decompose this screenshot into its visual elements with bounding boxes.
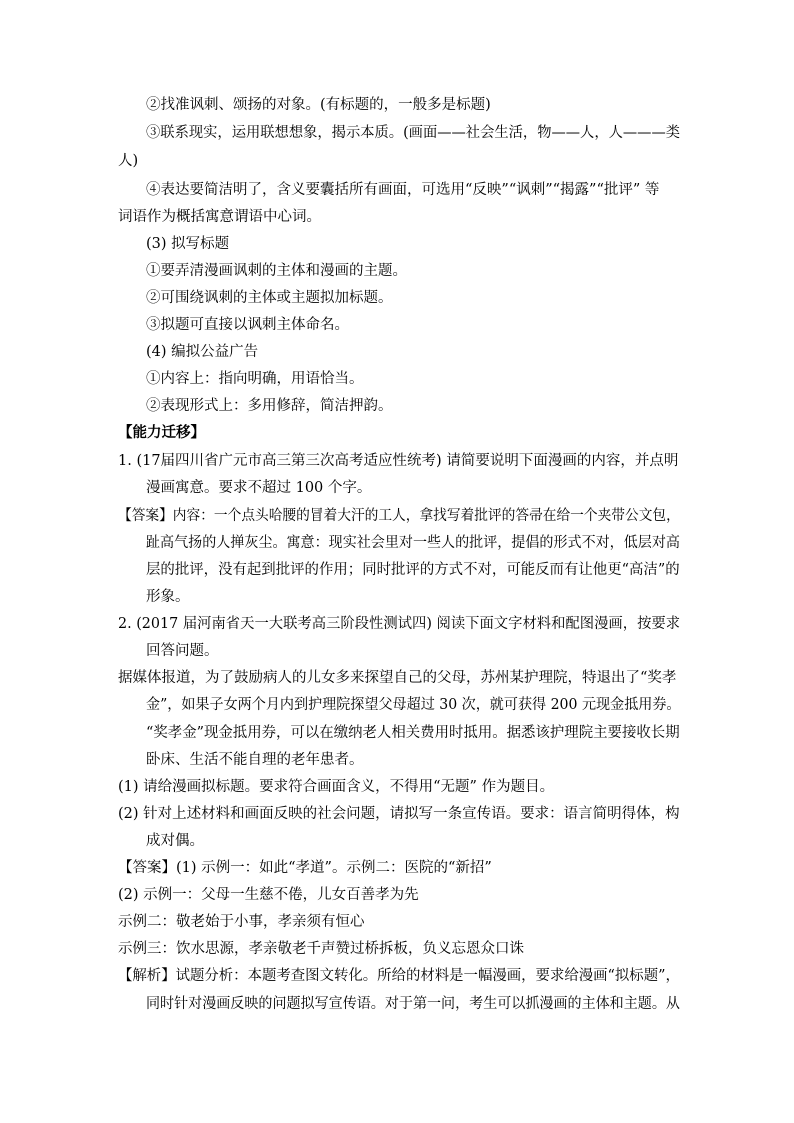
text-line: ③联系现实，运用联想想象，揭示本质。(画面——社会生活，物——人，人———类 xyxy=(146,125,681,141)
text-line: 漫画寓意。要求不超过 100 个字。 xyxy=(146,480,372,496)
section-heading: (3) 拟写标题 xyxy=(146,236,230,252)
answer-line: 【答案】(1) 示例一：如此“孝道”。示例二：医院的“新招” xyxy=(118,860,492,876)
text-line: 形象。 xyxy=(146,589,190,605)
text-line: 金”，如果子女两个月内到护理院探望父母超过 30 次，就可获得 200 元现金抵用券。 xyxy=(146,697,681,713)
text-line: 趾高气扬的人掸灰尘。寓意：现实社会里对一些人的批评，提倡的形式不对，低层对高 xyxy=(146,535,680,551)
text-line: ②可围绕讽刺的主体或主题拟加标题。 xyxy=(146,290,393,306)
text-line: 示例三：饮水思源，孝亲敬老千声赞过桥拆板，负义忘恩众口诛 xyxy=(118,941,524,957)
text-line: 回答问题。 xyxy=(146,643,219,659)
text-line: ①内容上：指向明确，用语恰当。 xyxy=(146,371,364,387)
text-line: “奖孝金”现金抵用券，可以在缴纳老人相关费用时抵用。据悉该护理院主要接收长期 xyxy=(146,725,680,741)
text-line: 层的批评，没有起到批评的作用；同时批评的方式不对，可能反而有让他更“高洁”的 xyxy=(146,562,680,578)
text-line: ②找准讽刺、颂扬的对象。(有标题的，一般多是标题) xyxy=(146,97,491,113)
analysis-line: 【解析】试题分析：本题考查图文转化。所给的材料是一幅漫画，要求给漫画“拟标题”， xyxy=(118,968,680,984)
text-line: 卧床、生活不能自理的老年患者。 xyxy=(146,752,364,768)
sub-question: (2) 针对上述材料和画面反映的社会问题，请拟写一条宣传语。要求：语言简明得体，构 xyxy=(118,806,680,822)
question-2: 2. (2017 届河南省天一大联考高三阶段性测试四) 阅读下面文字材料和配图漫画，按要求 xyxy=(118,616,681,632)
text-line: ④表达要简洁明了，含义要囊括所有画面，可选用“反映”“讽刺”“揭露”“批评” 等 xyxy=(146,182,660,198)
text-line: ②表现形式上：多用修辞，简洁押韵。 xyxy=(146,398,393,414)
question-1: 1. (17届四川省广元市高三第三次高考适应性统考) 请简要说明下面漫画的内容，并点明 xyxy=(118,453,679,469)
section-heading: (4) 编拟公益广告 xyxy=(146,344,259,360)
text-line: ③拟题可直接以讽刺主体命名。 xyxy=(146,317,349,333)
text-line: 词语作为概括寓意谓语中心词。 xyxy=(118,209,321,225)
material-line: 据媒体报道，为了鼓励病人的儿女多来探望自己的父母，苏州某护理院，特退出了“奖孝 xyxy=(118,670,677,686)
text-line: 成对偶。 xyxy=(146,833,204,849)
text-line: ①要弄清漫画讽刺的主体和漫画的主题。 xyxy=(146,263,407,279)
text-line: 同时针对漫画反映的问题拟写宣传语。对于第一问，考生可以抓漫画的主体和主题。从 xyxy=(146,996,680,1012)
text-line: 人) xyxy=(118,153,139,169)
sub-question: (1) 请给漫画拟标题。要求符合画面含义，不得用“无题” 作为题目。 xyxy=(118,779,555,795)
answer-line: 【答案】内容：一个点头哈腰的冒着大汗的工人，拿找写着批评的答帚在给一个夹带公文包， xyxy=(118,508,680,524)
section-title: 【能力迁移】 xyxy=(118,424,205,441)
text-line: (2) 示例一：父母一生慈不倦，儿女百善孝为先 xyxy=(118,887,419,903)
text-line: 示例二：敬老始于小事，孝亲须有恒心 xyxy=(118,914,365,930)
